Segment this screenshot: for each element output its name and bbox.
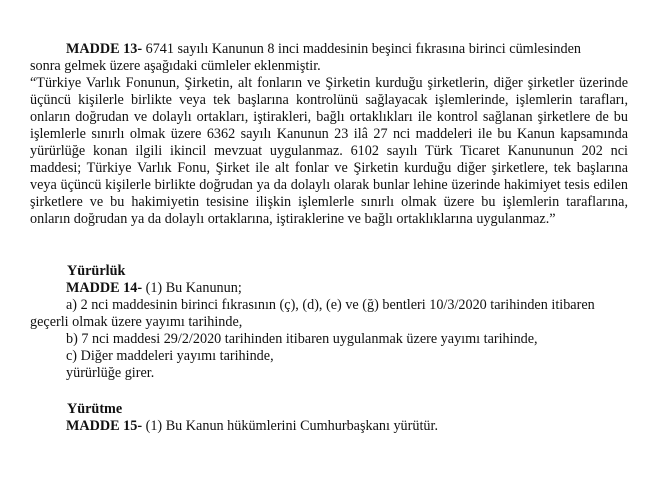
madde-14-label: MADDE 14- (66, 280, 143, 296)
madde-14-item-b: b) 7 nci maddesi 29/2/2020 tarihinden itibaren uygulanmak üzere yayımı tarihinde, (66, 331, 538, 347)
madde-14-item-a-line1: a) 2 nci maddesinin birinci fıkrasının (ç), (d), (e) ve (ğ) bentleri 10/3/2020 tarihinden itibaren (66, 297, 595, 313)
madde-13-label: MADDE 13- (66, 41, 143, 57)
madde-14-intro-text: (1) Bu Kanunun; (142, 280, 242, 296)
madde-14-item-c: c) Diğer maddeleri yayımı tarihinde, (66, 348, 274, 364)
madde-13-intro-line2: sonra gelmek üzere aşağıdaki cümleler eklenmiştir. (30, 58, 321, 74)
madde-14-item-a-line2: geçerli olmak üzere yayımı tarihinde, (30, 314, 243, 330)
madde-14 (30, 280, 628, 382)
madde-13-intro-text: 6741 sayılı Kanunun 8 inci maddesinin beşinci fıkrasına birinci cümlesinden (142, 41, 581, 57)
yurutme-heading: Yürütme (67, 401, 123, 417)
madde-15 (30, 418, 628, 435)
madde-13-intro (30, 41, 628, 75)
madde-15-label: MADDE 15- (66, 418, 143, 434)
madde-13-quote: “Türkiye Varlık Fonunun, Şirketin, alt fonların ve Şirketin kurduğu şirketlerin, diğer şirketler üzerinde üçüncü kişilerle birlikte veya tek başlarına kontrolünü sağlayacak işlemlerinde, işlemlerin tarafları, onların doğrudan ve dolaylı ortakları, iştirakleri, bağlı ortaklıkları ile kontrol sağlanan şirketlere de bu işlemlerle sınırlı olmak üzere 6362 sayılı Kanunun 23 ilâ 27 nci maddeleri ile bu Kanun kapsamında yürürlüğe konan ilgili ikincil mevzuat uygulanmaz. 6102 sayılı Türk Ticaret Kanununun 202 nci maddesi; Türkiye Varlık Fonu, Şirket ile alt fonlar ve Şirketin kurduğu diğer şirketlere, tek başlarına veya üçüncü kişilerle birlikte doğrudan ya da dolaylı olarak bunlar lehine üzerinde hakimiyet tesis edilen şirketlere ve bu hakimiyetin tesisine ilişkin işlemlerle sınırlı olmak üzere bu işlemlerin taraflarına, onların doğrudan ya da dolaylı ortaklarına, iştiraklerine ve bağlı ortaklıklarına uygulanmaz.” (30, 75, 628, 227)
madde-15-text: (1) Bu Kanun hükümlerini Cumhurbaşkanı yürütür. (142, 418, 438, 434)
yururluk-heading: Yürürlük (67, 263, 126, 279)
madde-14-closing: yürürlüğe girer. (66, 365, 155, 381)
